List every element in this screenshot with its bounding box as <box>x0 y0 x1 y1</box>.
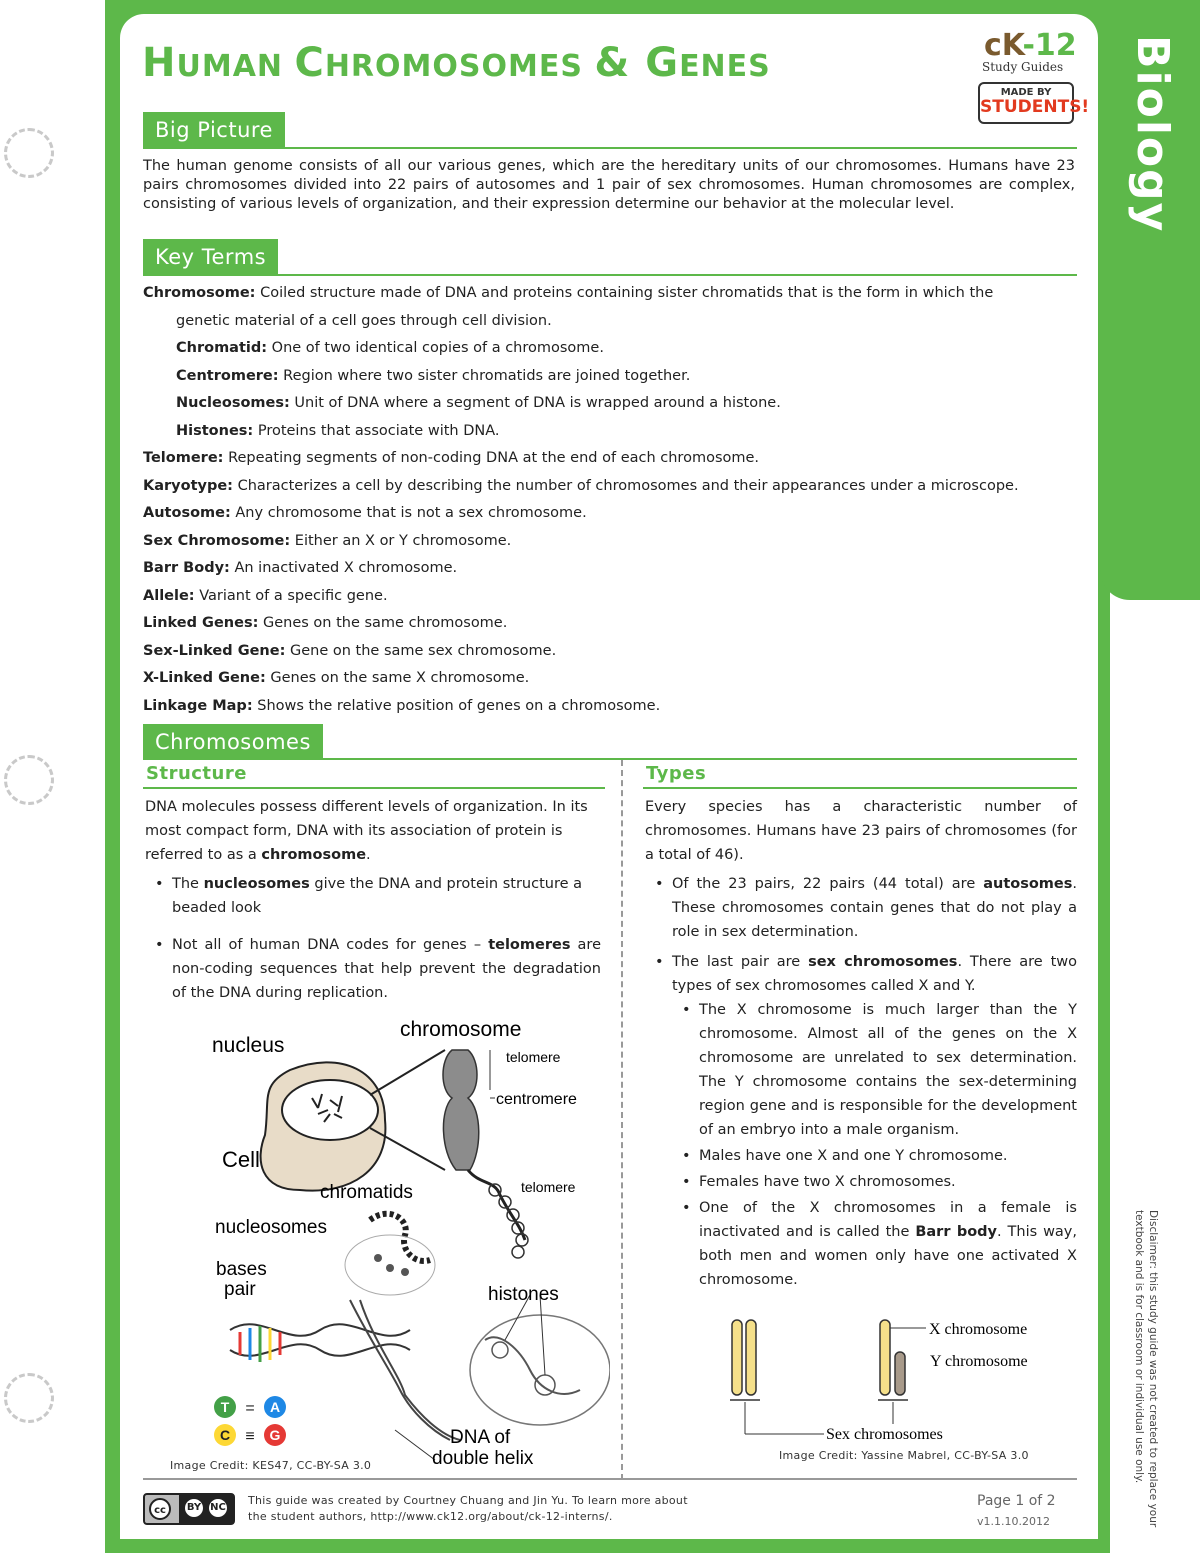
key-terms-heading: Key Terms <box>143 239 278 274</box>
term-chromosome-cont: genetic material of a cell goes through cell division. <box>176 312 552 329</box>
footer-rule <box>143 1478 1077 1480</box>
footer-credits: This guide was created by Courtney Chuang and Jin Yu. To learn more about the student authors, http://www.ck12.org/about/ck-12-interns/. <box>248 1494 688 1523</box>
base-a-label: A <box>269 1399 281 1415</box>
nucleus-shape <box>282 1080 378 1140</box>
structure-column <box>145 795 601 1005</box>
types-sub-barr-body: • One of the X chromosomes in a female is inactivated and is called the Barr body. This way, both men and women only have one activated X chromosome. <box>672 1196 1077 1292</box>
term-centromere: Centromere: Region where two sister chromatids are joined together. <box>176 367 691 384</box>
label-telomere-top: telomere <box>506 1049 561 1065</box>
label-chromatids: chromatids <box>320 1182 413 1203</box>
structure-image-credit: Image Credit: KES47, CC-BY-SA 3.0 <box>170 1459 372 1472</box>
term-allele: Allele: Variant of a specific gene. <box>143 587 388 604</box>
term-nucleosomes: Nucleosomes: Unit of DNA where a segment of DNA is wrapped around a histone. <box>176 395 781 411</box>
base-c-label: C <box>219 1427 231 1443</box>
label-cell: Cell <box>222 1147 260 1172</box>
types-column <box>645 795 1077 1292</box>
binder-hole-bottom <box>4 1373 54 1423</box>
term-telomere: Telomere: Repeating segments of non-coding DNA at the end of each chromosome. <box>143 450 760 466</box>
sex-chromosome-figure <box>720 1312 1070 1447</box>
term-linkage-map: Linkage Map: Shows the relative position of genes on a chromosome. <box>143 697 661 714</box>
ck12-logo: cK-12 Study Guides MADE BY STUDENTS! <box>976 28 1076 128</box>
label-chromosome: chromosome <box>400 1018 522 1041</box>
structure-heading: Structure <box>146 763 247 784</box>
label-telomere-bottom: telomere <box>521 1179 576 1195</box>
term-x-linked-gene: X-Linked Gene: Genes on the same X chromosome. <box>143 670 530 686</box>
disclaimer: Disclaimer: this study guide was not created to replace your textbook and is for classroom or individual use only. <box>1132 1210 1159 1528</box>
types-intro: Every species has a characteristic number of chromosomes. Humans have 23 pairs of chromosomes (for a total of 46). <box>645 799 1077 863</box>
chromosomes-rule <box>143 758 1077 760</box>
big-picture-heading: Big Picture <box>143 112 285 147</box>
by-icon: BY <box>185 1499 203 1517</box>
nc-icon: NC <box>209 1499 227 1517</box>
label-sex-chromosomes: Sex chromosomes <box>826 1426 943 1443</box>
key-terms-rule <box>143 274 1077 276</box>
chromosomes-heading: Chromosomes <box>143 724 323 759</box>
big-picture-rule <box>143 147 1077 149</box>
subject-tab[interactable]: Biology <box>1127 35 1178 234</box>
base-g-label: G <box>269 1427 281 1443</box>
binder-hole-top <box>4 128 54 178</box>
types-bullet-sex-chromosomes: • The last pair are sex chromosomes. There are two types of sex chromosomes called X and Y. • The X chromosome is much larger than the Y chromosome. Almost all of the genes on the X chromosome are unrelated to sex determination. The Y chromosome contains the sex-determining region gene and is responsible for the development of an embryo into a male organism. • Males have one X and one Y chromosome. • Females have two X chromosomes. • One of the X chromosomes in a female is inactivated and is called the Barr body. This way, both men and women only have one activated X chromosome. <box>645 950 1077 1292</box>
term-chromatid: Chromatid: One of two identical copies of a chromosome. <box>176 340 604 356</box>
types-sub-females: • Females have two X chromosomes. <box>672 1170 1077 1194</box>
histones-zoom <box>470 1315 610 1425</box>
term-histones: Histones: Proteins that associate with DNA. <box>176 422 500 439</box>
types-sub-x-vs-y: • The X chromosome is much larger than the Y chromosome. Almost all of the genes on the X chromosome are unrelated to sex determination. The Y chromosome contains the sex-determining region gene and is responsible for the development of an embryo into a male organism. <box>672 998 1077 1142</box>
structure-bullet-nucleosomes: • The nucleosomes give the DNA and protein structure a beaded look <box>145 872 601 920</box>
base-t-label: T <box>220 1399 230 1415</box>
term-sex-linked-gene: Sex-Linked Gene: Gene on the same sex chromosome. <box>143 642 557 659</box>
column-divider <box>621 760 623 1480</box>
label-pair: pair <box>224 1279 256 1300</box>
made-by-students-badge: MADE BY STUDENTS! <box>978 82 1074 124</box>
big-picture-text: The human genome consists of all our various genes, which are the hereditary units of our chromosomes. Humans have 23 pairs chromosomes divided into 22 pairs of autosomes and 1 pair of sex chromosomes. Human chromosomes are complex, consisting of various levels of organization, and their expression determine our behavior at the molecular level. <box>143 158 1075 212</box>
label-centromere: centromere <box>496 1091 577 1108</box>
chromosome-structure-figure <box>200 1010 610 1470</box>
term-autosome: Autosome: Any chromosome that is not a sex chromosome. <box>143 505 587 521</box>
chromosome-shape <box>443 1050 479 1170</box>
label-nucleosomes: nucleosomes <box>215 1217 327 1238</box>
cc-band <box>179 1495 233 1523</box>
structure-rule <box>143 787 605 789</box>
binder-hole-middle <box>4 755 54 805</box>
term-linked-genes: Linked Genes: Genes on the same chromosome. <box>143 615 508 631</box>
cc-icon: cc <box>149 1498 171 1520</box>
structure-bullet-telomeres: • Not all of human DNA codes for genes – telomeres are non-coding sequences that help prevent the degradation of the DNA during replication. <box>145 933 601 1005</box>
label-x-chromosome: X chromosome <box>929 1321 1028 1338</box>
types-image-credit: Image Credit: Yassine Mabrel, CC-BY-SA 3.0 <box>779 1449 1029 1462</box>
key-terms-list <box>143 280 1083 720</box>
page-number: Page 1 of 2 <box>977 1493 1056 1509</box>
tab-corner <box>1100 570 1200 600</box>
term-sex-chromosome: Sex Chromosome: Either an X or Y chromosome. <box>143 532 512 549</box>
version: v1.1.10.2012 <box>977 1515 1050 1528</box>
structure-intro: DNA molecules possess different levels of organization. In its most compact form, DNA with its association of protein is referred to as a chromosome. <box>145 799 588 863</box>
svg-text:≡: ≡ <box>245 1428 255 1445</box>
term-karyotype: Karyotype: Characterizes a cell by describing the number of chromosomes and their appearances under a microscope. <box>143 477 1019 494</box>
types-rule <box>643 787 1077 789</box>
types-heading: Types <box>646 763 707 784</box>
label-double-helix: double helix <box>432 1448 534 1469</box>
label-histones: histones <box>488 1284 559 1305</box>
page-title: HUMAN CHROMOSOMES & GENES <box>142 40 771 86</box>
cc-license-badge[interactable] <box>143 1493 235 1525</box>
svg-text:=: = <box>245 1400 255 1417</box>
label-y-chromosome: Y chromosome <box>930 1353 1028 1370</box>
label-bases: bases <box>216 1259 267 1280</box>
term-chromosome: Chromosome: Coiled structure made of DNA and proteins containing sister chromatids that is the form in which the <box>143 285 994 301</box>
label-nucleus: nucleus <box>212 1034 285 1057</box>
term-barr-body: Barr Body: An inactivated X chromosome. <box>143 560 458 576</box>
label-dna-of: DNA of <box>450 1427 511 1448</box>
types-sub-males: • Males have one X and one Y chromosome. <box>672 1144 1077 1168</box>
types-bullet-autosomes: • Of the 23 pairs, 22 pairs (44 total) are autosomes. These chromosomes contain genes that do not play a role in sex determination. <box>645 872 1077 944</box>
